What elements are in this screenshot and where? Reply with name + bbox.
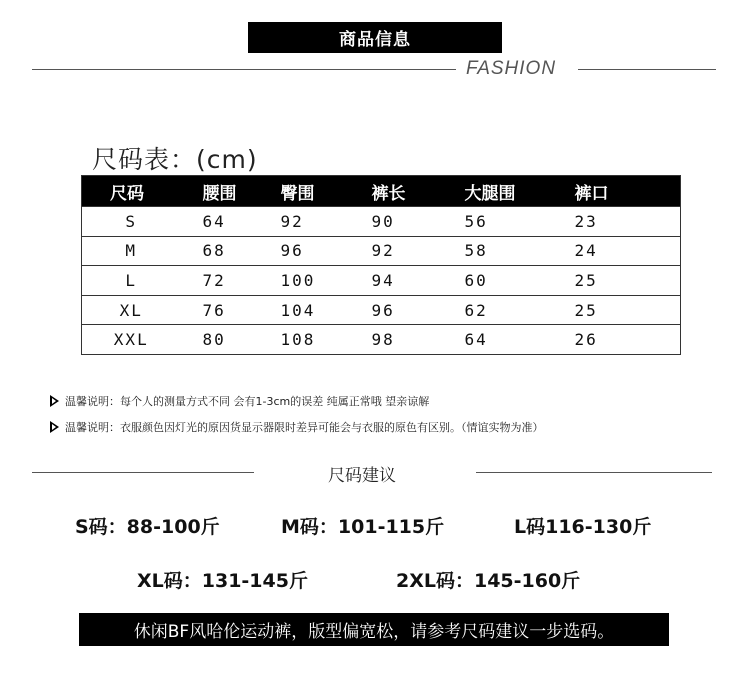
size-table bbox=[81, 175, 681, 355]
table-cell: S bbox=[82, 207, 181, 237]
play-triangle-icon bbox=[50, 421, 59, 433]
table-cell: 108 bbox=[266, 325, 366, 355]
table-cell: 58 bbox=[461, 236, 565, 266]
divider-right bbox=[578, 69, 716, 70]
rec-divider-right bbox=[476, 472, 712, 473]
rec-divider-left bbox=[32, 472, 254, 473]
table-cell: 68 bbox=[181, 236, 266, 266]
recommendation-title: 尺码建议 bbox=[328, 466, 396, 486]
table-cell: 72 bbox=[181, 266, 266, 296]
note-measurement bbox=[50, 393, 429, 409]
table-cell: 98 bbox=[366, 325, 461, 355]
table-cell: 62 bbox=[461, 295, 565, 325]
table-cell: 25 bbox=[565, 266, 681, 296]
table-row bbox=[82, 236, 681, 266]
table-cell: 26 bbox=[565, 325, 681, 355]
table-cell: 64 bbox=[461, 325, 565, 355]
column-header: 裤口 bbox=[565, 176, 681, 207]
table-cell: 92 bbox=[266, 207, 366, 237]
column-header: 腰围 bbox=[181, 176, 266, 207]
table-row bbox=[82, 325, 681, 355]
table-cell: 60 bbox=[461, 266, 565, 296]
rec-size-2xl: 2XL码：145-160斤 bbox=[396, 570, 581, 592]
column-header: 大腿围 bbox=[461, 176, 565, 207]
table-cell: 104 bbox=[266, 295, 366, 325]
rec-size-s: S码：88-100斤 bbox=[75, 516, 220, 538]
table-cell: 25 bbox=[565, 295, 681, 325]
table-cell: 94 bbox=[366, 266, 461, 296]
fashion-label: FASHION bbox=[466, 58, 557, 79]
table-cell: 100 bbox=[266, 266, 366, 296]
rec-size-m: M码：101-115斤 bbox=[281, 516, 445, 538]
size-table-title: 尺码表：(cm) bbox=[92, 145, 258, 174]
table-cell: XXL bbox=[82, 325, 181, 355]
table-header-row bbox=[82, 176, 681, 207]
table-cell: 92 bbox=[366, 236, 461, 266]
table-row bbox=[82, 266, 681, 296]
note-color bbox=[50, 419, 544, 435]
note-text: 温馨说明：衣服颜色因灯光的原因货显示器限时差异可能会与衣服的原色有区别。（情谊实物为准） bbox=[65, 421, 544, 434]
table-cell: XL bbox=[82, 295, 181, 325]
product-info-badge: 商品信息 bbox=[248, 22, 502, 53]
table-cell: L bbox=[82, 266, 181, 296]
table-cell: 24 bbox=[565, 236, 681, 266]
table-cell: 80 bbox=[181, 325, 266, 355]
table-cell: 76 bbox=[181, 295, 266, 325]
table-cell: 64 bbox=[181, 207, 266, 237]
divider-left bbox=[32, 69, 456, 70]
table-cell: 56 bbox=[461, 207, 565, 237]
play-triangle-icon bbox=[50, 395, 59, 407]
rec-size-l: L码116-130斤 bbox=[514, 516, 652, 538]
table-row bbox=[82, 207, 681, 237]
note-text: 温馨说明：每个人的测量方式不同 会有1-3cm的误差 纯属正常哦 望亲谅解 bbox=[65, 395, 430, 408]
table-cell: 90 bbox=[366, 207, 461, 237]
fit-advice-banner: 休闲BF风哈伦运动裤，版型偏宽松，请参考尺码建议一步选码。 bbox=[79, 613, 669, 646]
table-cell: M bbox=[82, 236, 181, 266]
table-cell: 23 bbox=[565, 207, 681, 237]
table-row bbox=[82, 295, 681, 325]
column-header: 裤长 bbox=[366, 176, 461, 207]
table-cell: 96 bbox=[366, 295, 461, 325]
column-header: 臀围 bbox=[266, 176, 366, 207]
table-cell: 96 bbox=[266, 236, 366, 266]
rec-size-xl: XL码：131-145斤 bbox=[137, 570, 308, 592]
column-header: 尺码 bbox=[82, 176, 181, 207]
